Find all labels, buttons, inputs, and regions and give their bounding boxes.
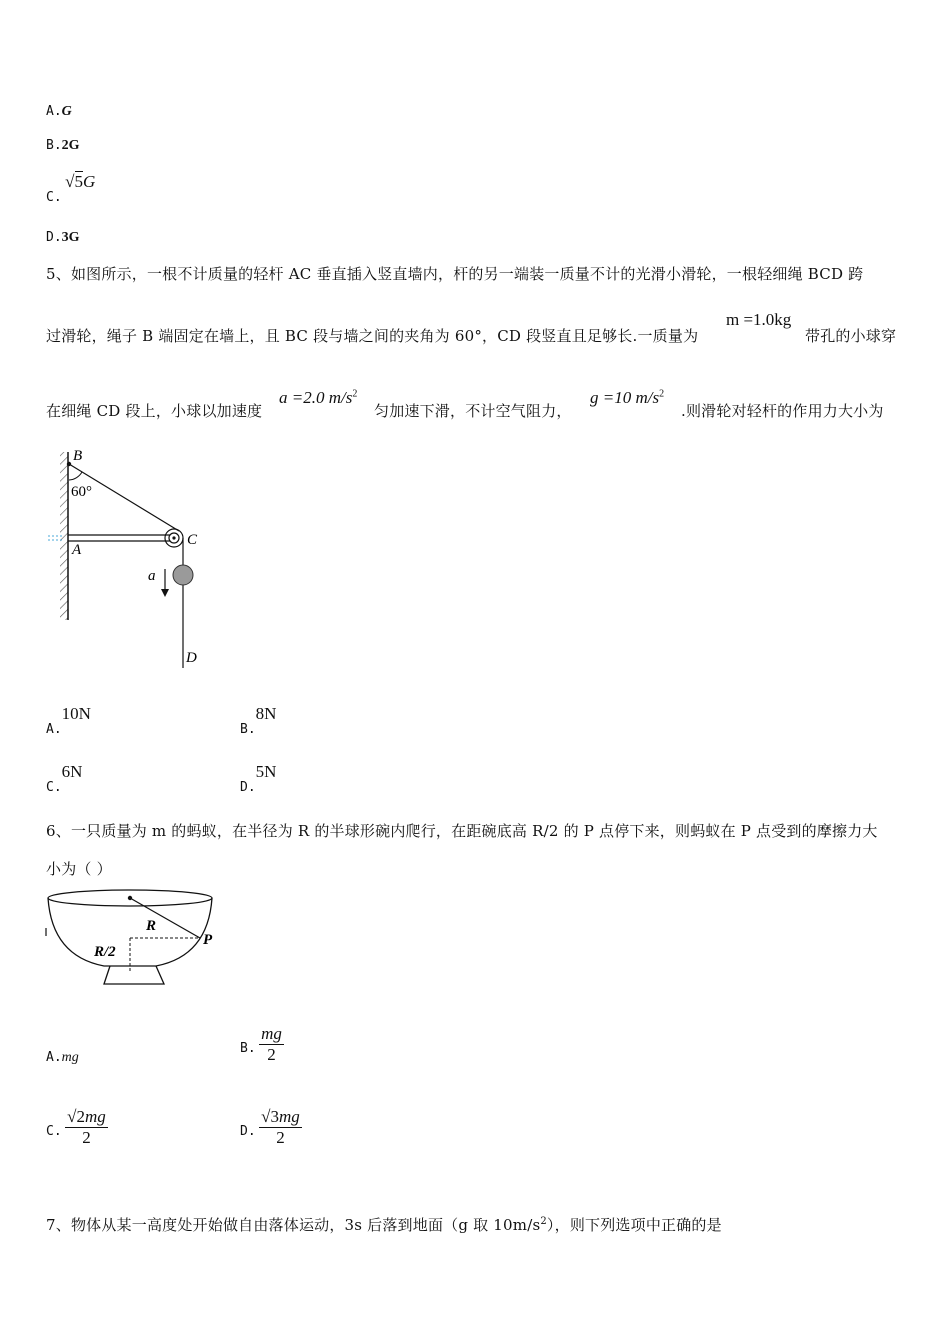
- label-accel: a: [148, 568, 156, 584]
- q5-gravity: g =10 $m/s^2$: [590, 388, 665, 407]
- option-label: B.: [240, 1040, 256, 1056]
- label-half-radius: R/2: [94, 944, 116, 960]
- option-value: 2G: [61, 138, 80, 153]
- q5-line-1: 5、如图所示，一根不计质量的轻杆 AC 垂直插入竖直墙内，杆的另一端装一质量不计的光滑小滑轮，一根轻细绳 BCD 跨: [46, 265, 864, 283]
- accel-arrowhead: [161, 589, 169, 597]
- option-label: A.: [46, 104, 62, 119]
- label-c: C: [187, 532, 198, 548]
- q4-option-d: [46, 230, 80, 246]
- q5-line-2: 过滑轮，绳子 B 端固定在墙上，且 BC 段与墙之间的夹角为 60°，CD 段竖直且足够长.一质量为: [46, 327, 699, 345]
- q4-option-b: [46, 138, 80, 154]
- q6-line-1: 6、一只质量为 m 的蚂蚁，在半径为 R 的半球形碗内爬行，在距碗底高 R/2 的 P 点停下来，则蚂蚁在 P 点受到的摩擦力大: [46, 822, 878, 840]
- label-d: D: [186, 650, 197, 666]
- q5-accel: a =2.0 $m/s^2$: [279, 388, 358, 407]
- label-radius: R: [146, 918, 157, 934]
- q5-pulley-figure: [46, 444, 226, 672]
- option-label: C.: [46, 190, 62, 205]
- q6-option-c: [46, 1107, 108, 1148]
- q6-option-a: [46, 1050, 79, 1066]
- label-b: B: [73, 448, 83, 464]
- option-label: B.: [46, 138, 62, 153]
- option-value: 6N: [61, 762, 83, 781]
- option-value: 5N: [255, 762, 277, 781]
- angle-arc: [69, 472, 82, 480]
- pulley-axle: [172, 536, 175, 539]
- bowl-base: [104, 966, 164, 984]
- q6-option-b: [240, 1024, 284, 1065]
- q4-option-c: [46, 172, 96, 205]
- label-angle: 60°: [71, 484, 92, 500]
- q6-option-d: [240, 1107, 302, 1148]
- option-value: G: [61, 104, 72, 119]
- option-value: $\frac{√3mg}{2}$: [261, 1107, 300, 1147]
- q5-option-d: [240, 762, 277, 795]
- option-value: mg: [61, 1050, 79, 1065]
- q5-option-b: [240, 704, 277, 737]
- q6-bowl-figure: [44, 886, 224, 994]
- option-label: A.: [46, 722, 62, 737]
- option-value: $\frac{mg}{2}$: [261, 1024, 282, 1064]
- option-value: √5G: [65, 172, 96, 191]
- q7-line-1: 7、物体从某一高度处开始做自由落体运动，3s 后落到地面（g 取 $10m/s^2$），则下列选项中正确的是: [46, 1216, 722, 1234]
- option-label: D.: [240, 780, 256, 795]
- q4-option-a: [46, 104, 72, 120]
- q5-line-3: 在细绳 CD 段上，小球以加速度: [46, 402, 263, 420]
- option-label: B.: [240, 722, 256, 737]
- option-label: C.: [46, 1123, 62, 1139]
- q5-line-3-end: .则滑轮对轻杆的作用力大小为: [681, 402, 884, 420]
- label-a: A: [72, 542, 82, 558]
- q5-line-2-end: 带孔的小球穿: [805, 327, 897, 345]
- option-value: 8N: [255, 704, 277, 723]
- q5-line-3-mid: 匀加速下滑，不计空气阻力，: [374, 402, 572, 420]
- option-label: D.: [46, 230, 62, 245]
- option-value: 10N: [61, 704, 91, 723]
- q6-line-2: 小为（ ）: [46, 860, 112, 878]
- q5-mass: m =1.0kg: [726, 310, 792, 329]
- option-value: 3G: [61, 230, 80, 245]
- ball: [173, 565, 193, 585]
- option-label: A.: [46, 1050, 62, 1065]
- option-label: C.: [46, 780, 62, 795]
- q5-option-c: [46, 762, 83, 795]
- point-b: [67, 462, 71, 466]
- q5-option-a: [46, 704, 91, 737]
- option-label: D.: [240, 1123, 256, 1139]
- label-p: P: [203, 932, 213, 948]
- option-value: $\frac{√2mg}{2}$: [67, 1107, 106, 1147]
